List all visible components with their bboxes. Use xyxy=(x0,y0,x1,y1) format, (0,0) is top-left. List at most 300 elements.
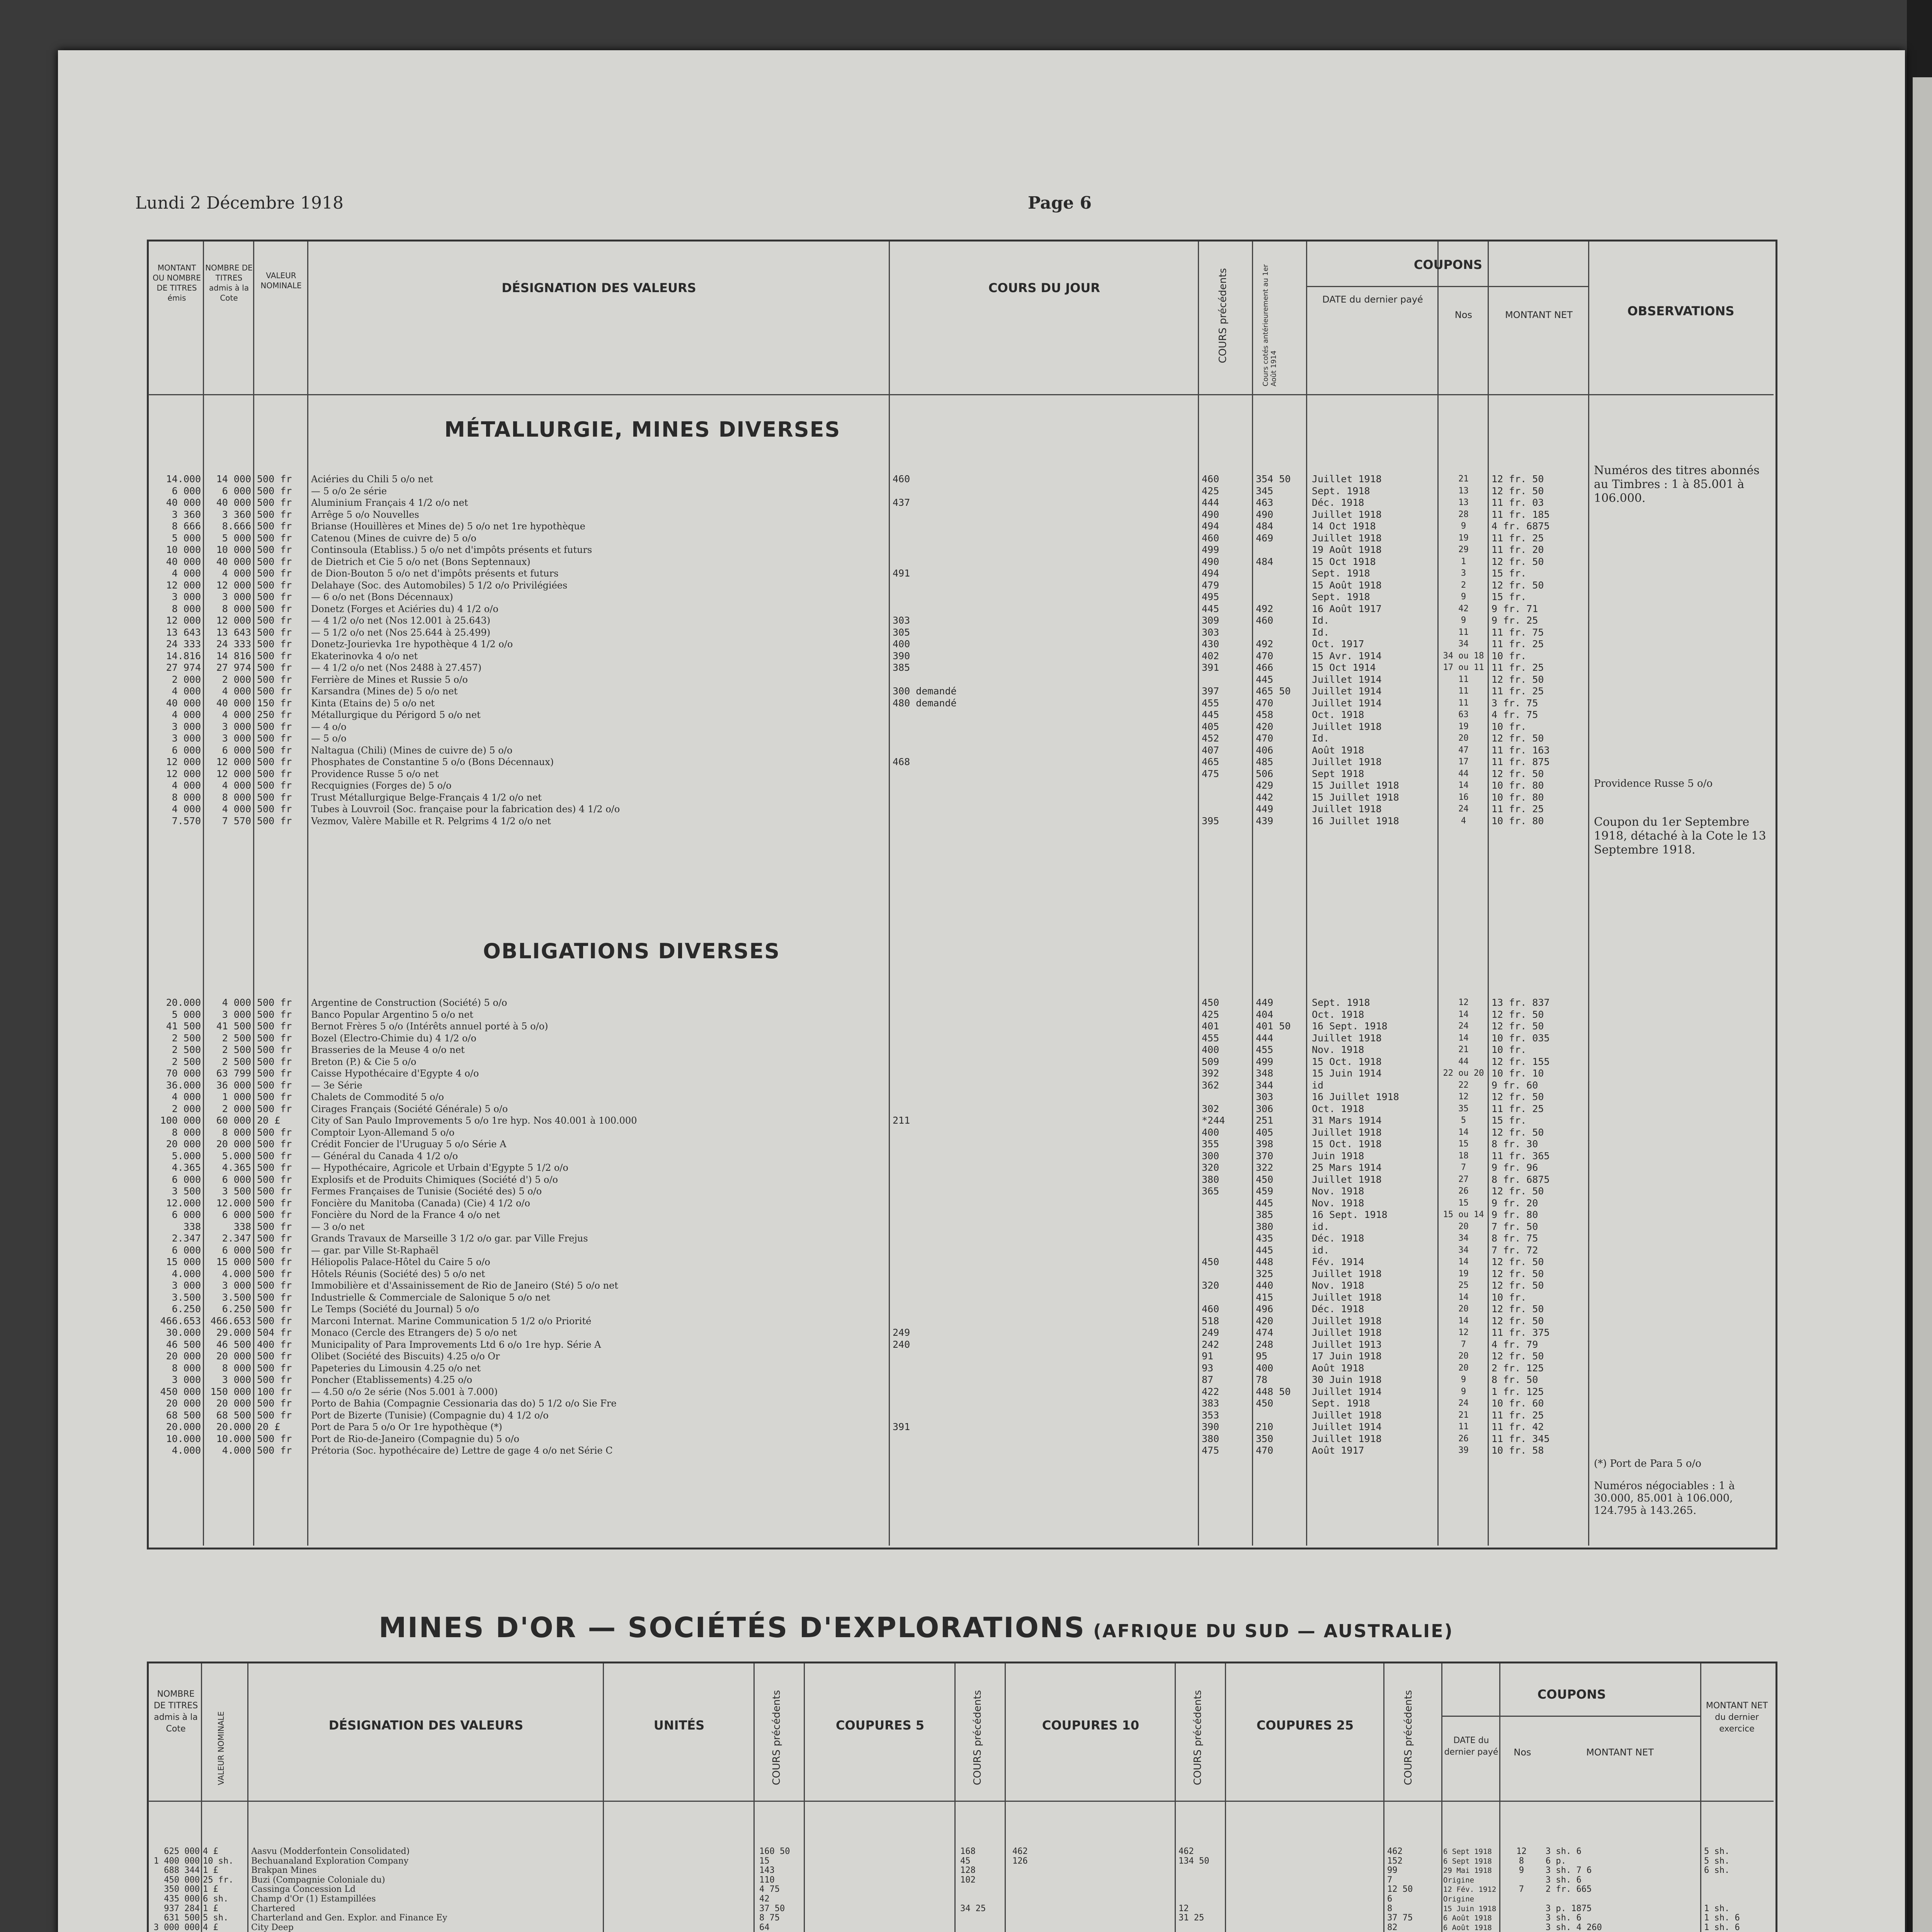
table-cell: 248 xyxy=(1256,1338,1274,1350)
table-cell: 9 xyxy=(1519,1866,1524,1876)
table-cell: Sept. 1918 xyxy=(1312,997,1370,1008)
table-cell: 36 000 xyxy=(216,1079,251,1091)
table-cell: 12 xyxy=(1179,1903,1189,1913)
table-cell: id. xyxy=(1312,1221,1330,1232)
table-cell xyxy=(1202,1245,1250,1257)
table-cell: Bernot Frères 5 o/o (Intérêts annuel porté à 5 o/o) xyxy=(311,1021,548,1032)
table-cell: 4 £ xyxy=(203,1922,218,1932)
table-cell: 465 xyxy=(1202,756,1219,767)
table-cell: 13 643 xyxy=(166,626,201,638)
table-cell: 40 000 xyxy=(166,556,201,567)
table-cell: 509 xyxy=(1202,1056,1219,1067)
t2-nombre-col xyxy=(151,1847,200,1932)
table-cell: Juillet 1918 xyxy=(1312,1291,1382,1303)
table-cell: Juillet 1918 xyxy=(1312,1032,1382,1044)
table-cell: 6.250 xyxy=(172,1303,201,1315)
table-cell: 24 xyxy=(1458,804,1469,814)
table-cell: 2.347 xyxy=(172,1233,201,1244)
table-cell xyxy=(893,485,1194,497)
table-cell: 466.653 xyxy=(160,1315,201,1327)
table-cell: — 4 o/o xyxy=(311,721,347,732)
table-cell: Sept 1918 xyxy=(1312,768,1364,779)
table-cell: Ferrière de Mines et Russie 5 o/o xyxy=(311,674,468,685)
table-cell: 30 Juin 1918 xyxy=(1312,1374,1382,1385)
table-cell: 12 000 xyxy=(166,768,201,779)
table-cell: Grands Travaux de Marseille 3 1/2 o/o gar. par Ville Frejus xyxy=(311,1233,588,1244)
table-cell: 3 xyxy=(1461,568,1466,578)
table-cell xyxy=(893,509,1194,521)
table-cell: 29 Mai 1918 xyxy=(1443,1866,1492,1875)
table-cell: id. xyxy=(1312,1244,1330,1256)
table-cell: 500 fr xyxy=(257,673,292,685)
table-cell: 18 xyxy=(1458,1151,1469,1161)
table-cell: 460 xyxy=(1202,1303,1219,1315)
table-cell: 29.000 xyxy=(216,1327,251,1338)
table-cell: 444 xyxy=(1202,497,1219,508)
table-cell: 500 fr xyxy=(257,1445,292,1456)
table-cell: Municipality of Para Improvements Ltd 6 o/o 1re hyp. Série A xyxy=(311,1339,601,1350)
table-cell xyxy=(1202,1091,1250,1103)
table-cell: 11 fr. 42 xyxy=(1492,1421,1544,1432)
table-cell: Sept. 1918 xyxy=(1312,591,1370,602)
table-cell: 303 xyxy=(893,615,910,626)
table-cell: 8 000 xyxy=(222,1126,251,1138)
table-cell: 14 xyxy=(1458,1257,1469,1267)
table-cell xyxy=(1256,1410,1304,1422)
table-cell: Monaco (Cercle des Etrangers de) 5 o/o net xyxy=(311,1327,517,1338)
table-cell: 385 xyxy=(893,662,910,673)
obs-para-text: Numéros négociables : 1 à 30.000, 85.001 à 106.000, 124.795 à 143.265. xyxy=(1594,1480,1735,1517)
table-cell: 500 fr xyxy=(257,756,292,767)
table-cell: Charterland and Gen. Explor. and Finance Ey xyxy=(251,1913,447,1923)
table-cell: 60 000 xyxy=(216,1115,251,1126)
s2-cotes-col xyxy=(1256,997,1304,1457)
table-cell: 474 xyxy=(1256,1327,1274,1338)
table-cell: City Deep xyxy=(251,1922,294,1932)
table-cell: 2 500 xyxy=(222,1056,251,1067)
t2-col-montant: MONTANT NET xyxy=(1586,1747,1654,1758)
table-cell: 9 fr. 20 xyxy=(1492,1197,1538,1209)
table-cell: 460 xyxy=(1202,532,1219,544)
table-cell: 460 xyxy=(893,473,910,485)
table-cell: 400 fr xyxy=(257,1338,292,1350)
table-cell: 91 xyxy=(1202,1350,1214,1362)
table-cell: 26 xyxy=(1458,1186,1469,1196)
table-cell: 500 fr xyxy=(257,1303,292,1315)
table-cell: 490 xyxy=(1202,556,1219,567)
table-cell: 3 000 xyxy=(222,1009,251,1020)
table-cell: 5.000 xyxy=(172,1150,201,1162)
table-cell: 10 fr. 80 xyxy=(1492,791,1544,803)
table-cell: Providence Russe 5 o/o net xyxy=(311,768,439,779)
table-cell: 11 fr. 25 xyxy=(1492,1103,1544,1114)
table-cell xyxy=(893,1374,1194,1386)
table-cell: 4 000 xyxy=(172,685,201,697)
table-cell: 10 fr. xyxy=(1492,1044,1527,1055)
table-cell: 500 fr xyxy=(257,1233,292,1244)
table-cell: Crédit Foncier de l'Uruguay 5 o/o Série A xyxy=(311,1139,507,1150)
table-cell: 44 xyxy=(1458,769,1469,779)
table-cell: 463 xyxy=(1256,497,1274,508)
table-cell: 20.000 xyxy=(166,997,201,1008)
table-cell: 11 fr. 25 xyxy=(1492,532,1544,544)
table-cell: 344 xyxy=(1256,1079,1274,1091)
table-cell: 406 xyxy=(1256,744,1274,756)
table-cell: 5.000 xyxy=(222,1150,251,1162)
table-cell: — Général du Canada 4 1/2 o/o xyxy=(311,1150,458,1162)
table-cell: 688 344 xyxy=(164,1866,200,1876)
table-cell: Buzi (Compagnie Coloniale du) xyxy=(251,1875,385,1885)
table-cell: 2.347 xyxy=(222,1233,251,1244)
table-cell: 445 xyxy=(1256,673,1274,685)
t2-col-coupons: COUPONS xyxy=(1537,1687,1606,1702)
table-cell: 362 xyxy=(1202,1079,1219,1091)
table-cell: 20 000 xyxy=(216,1398,251,1409)
table-cell: 251 xyxy=(1256,1115,1274,1126)
table-cell: 303 xyxy=(1202,626,1219,638)
table-cell xyxy=(1202,1197,1250,1209)
t2-col-coupures5: COUPURES 5 xyxy=(835,1718,925,1733)
table-cell: 12 fr. 50 xyxy=(1492,1315,1544,1327)
table-cell: 250 fr xyxy=(257,709,292,720)
table-cell: 34 xyxy=(1458,1233,1469,1243)
table-cell: 15 fr. xyxy=(1492,591,1527,602)
table-cell: 37 75 xyxy=(1387,1913,1413,1923)
table-cell: 469 xyxy=(1256,532,1274,544)
table-cell: Fév. 1914 xyxy=(1312,1256,1364,1267)
table-cell: 4.365 xyxy=(172,1162,201,1173)
table-cell: 14 000 xyxy=(216,473,251,485)
table-cell: 506 xyxy=(1256,768,1274,779)
table-cell: 500 fr xyxy=(257,662,292,673)
table-cell xyxy=(1012,1885,1167,1895)
table-cell: 500 fr xyxy=(257,544,292,555)
table-cell: Origine xyxy=(1443,1876,1475,1884)
table-cell: 320 xyxy=(1202,1162,1219,1173)
table-cell: 3 000 xyxy=(172,1280,201,1291)
table-cell: 4 000 xyxy=(222,568,251,579)
table-cell: 9 xyxy=(1461,1375,1466,1384)
table-cell: 500 fr xyxy=(257,1374,292,1385)
table-cell: 3 sh. 7 6 xyxy=(1546,1866,1592,1876)
table-cell: Juin 1918 xyxy=(1312,1150,1364,1162)
table-cell: 405 xyxy=(1256,1126,1274,1138)
table-cell xyxy=(1501,1913,1542,1923)
table-cell: 22 xyxy=(1458,1080,1469,1090)
table-cell: 322 xyxy=(1256,1162,1274,1173)
table-cell: 450 xyxy=(1256,1173,1274,1185)
table-cell: Nov. 1918 xyxy=(1312,1185,1364,1197)
table-cell: 470 xyxy=(1256,697,1274,709)
table-cell: 6 Août 1918 xyxy=(1443,1914,1492,1923)
table-cell: 500 fr xyxy=(257,1020,292,1032)
table-cell: 439 xyxy=(1256,815,1274,827)
table-cell: 20.000 xyxy=(216,1421,251,1432)
mines-dor-subtitle: (AFRIQUE DU SUD — AUSTRALIE) xyxy=(1093,1621,1454,1641)
t2-col-coupures25: COUPURES 25 xyxy=(1256,1718,1354,1733)
table-cell: 490 xyxy=(1202,509,1219,520)
table-cell: 12 fr. 50 xyxy=(1492,1303,1544,1315)
table-cell xyxy=(1256,627,1304,639)
table-cell xyxy=(893,1386,1194,1398)
table-cell: 348 xyxy=(1256,1068,1274,1079)
table-cell: Comptoir Lyon-Allemand 5 o/o xyxy=(311,1127,455,1138)
table-cell: 40 000 xyxy=(216,497,251,508)
table-cell xyxy=(893,1445,1194,1457)
table-cell: Aasvu (Modderfontein Consolidated) xyxy=(251,1847,410,1856)
table-cell: 102 xyxy=(960,1875,976,1885)
s2-date-col xyxy=(1312,997,1435,1457)
table-cell: 11 fr. 375 xyxy=(1492,1327,1550,1338)
table-cell: 19 xyxy=(1458,1269,1469,1279)
table-cell: 12 fr. 50 xyxy=(1492,579,1544,591)
table-cell: 2 000 xyxy=(172,673,201,685)
col-date: DATE du dernier payé xyxy=(1322,294,1423,305)
table-cell: 490 xyxy=(1256,509,1274,520)
table-cell: 28 xyxy=(1458,509,1469,519)
table-cell: 63 799 xyxy=(216,1068,251,1079)
table-cell: 350 000 xyxy=(164,1884,200,1895)
table-cell: 11 fr. 875 xyxy=(1492,756,1550,767)
table-cell: 407 xyxy=(1202,744,1219,756)
table-cell: 380 xyxy=(1202,1173,1219,1185)
table-cell: Donetz-Jourievka 1re hypothèque 4 1/2 o/o xyxy=(311,639,513,650)
table-cell: 26 xyxy=(1458,1434,1469,1444)
table-cell: Foncière du Nord de la France 4 o/o net xyxy=(311,1209,500,1220)
table-cell: 302 xyxy=(1202,1103,1219,1114)
table-cell: 11 xyxy=(1458,674,1469,684)
table-cell: 134 50 xyxy=(1179,1856,1209,1866)
table-cell: — 4.50 o/o 2e série (Nos 5.001 à 7.000) xyxy=(311,1386,498,1397)
table-cell: 9 fr. 80 xyxy=(1492,1209,1538,1220)
table-cell: 500 fr xyxy=(257,1079,292,1091)
table-cell: 3 000 xyxy=(222,1280,251,1291)
table-cell: 4 000 xyxy=(222,685,251,697)
table-cell: 4 000 xyxy=(222,780,251,791)
table-cell: Argentine de Construction (Société) 5 o/o xyxy=(311,997,507,1008)
table-cell: 17 ou 11 xyxy=(1443,663,1484,672)
table-cell: 11 fr. 75 xyxy=(1492,626,1544,638)
table-cell: Juillet 1914 xyxy=(1312,697,1382,709)
table-cell: Ekaterinovka 4 o/o net xyxy=(311,650,418,662)
table-cell: Juillet 1918 xyxy=(1312,1268,1382,1279)
table-cell: 14 xyxy=(1458,1009,1469,1019)
table-cell: 210 xyxy=(1256,1421,1274,1432)
table-cell: Oct. 1918 xyxy=(1312,1103,1364,1114)
table-cell: 500 fr xyxy=(257,556,292,567)
col-nombre: NOMBRE DE TITRES admis à la Cote xyxy=(205,263,253,303)
table-cell: 500 fr xyxy=(257,1138,292,1150)
table-cell: 12 fr. 50 xyxy=(1492,1280,1544,1291)
table-cell: 11 fr. 25 xyxy=(1492,803,1544,815)
col-cours-jour: COURS DU JOUR xyxy=(988,281,1100,295)
table-cell xyxy=(893,591,1194,603)
t2-col-nombre: NOMBRE DE TITRES admis à la Cote xyxy=(153,1689,198,1734)
table-cell: 631 500 xyxy=(164,1913,200,1923)
table-cell: 20.000 xyxy=(166,1421,201,1432)
table-cell: 7 xyxy=(1461,1339,1466,1349)
table-cell: Sept. 1918 xyxy=(1312,1398,1370,1409)
table-cell: Juillet 1914 xyxy=(1312,685,1382,697)
table-cell: 19 xyxy=(1458,533,1469,543)
table-cell: 2 000 xyxy=(222,1103,251,1114)
table-cell: 4 000 xyxy=(222,997,251,1008)
table-cell: 500 fr xyxy=(257,1009,292,1020)
table-cell xyxy=(893,1221,1194,1233)
table-cell: 25 xyxy=(1458,1281,1469,1290)
table-cell: 500 fr xyxy=(257,1315,292,1327)
table-cell: 4.000 xyxy=(172,1268,201,1279)
table-cell: 492 xyxy=(1256,638,1274,650)
table-cell xyxy=(960,1923,1003,1932)
table-cell: 303 xyxy=(1256,1091,1274,1102)
table-cell: Poncher (Etablissements) 4.25 o/o xyxy=(311,1374,473,1385)
table-cell: — 6 o/o net (Bons Décennaux) xyxy=(311,592,453,602)
table-cell xyxy=(893,1020,1194,1032)
table-cell xyxy=(893,815,1194,827)
table-cell: 500 fr xyxy=(257,1044,292,1055)
table-cell: Juillet 1918 xyxy=(1312,1315,1382,1327)
table-cell xyxy=(893,1197,1194,1209)
table-cell: 100 000 xyxy=(160,1115,201,1126)
table-cell: 500 fr xyxy=(257,497,292,508)
table-cell xyxy=(893,1056,1194,1068)
table-cell: 4 fr. 79 xyxy=(1492,1338,1538,1350)
table-cell xyxy=(893,1256,1194,1268)
table-cell: 34 25 xyxy=(960,1903,986,1913)
table-cell: Origine xyxy=(1443,1895,1475,1903)
s2-cours-col xyxy=(893,997,1194,1457)
table-cell: 20 000 xyxy=(166,1138,201,1150)
table-cell: Aluminium Français 4 1/2 o/o net xyxy=(311,497,468,508)
table-cell: 110 xyxy=(759,1875,775,1885)
table-cell: 392 xyxy=(1202,1068,1219,1079)
table-cell: 460 xyxy=(1202,473,1219,485)
table-cell xyxy=(893,603,1194,615)
table-cell: 8 000 xyxy=(172,1126,201,1138)
table-cell: 21 xyxy=(1458,474,1469,484)
table-cell: 7 570 xyxy=(222,815,251,827)
table-cell: 100 fr xyxy=(257,1386,292,1397)
table-cell: 9 xyxy=(1461,1386,1466,1396)
table-cell xyxy=(1202,803,1250,815)
table-cell: 6.250 xyxy=(222,1303,251,1315)
t2-no-col xyxy=(1501,1847,1542,1932)
table-cell: 168 xyxy=(960,1847,976,1856)
table-cell: 500 fr xyxy=(257,1162,292,1173)
table-cell: 3 000 xyxy=(172,591,201,602)
table-cell: 46 500 xyxy=(216,1338,251,1350)
table-cell: 68 500 xyxy=(166,1409,201,1421)
table-cell: 24 333 xyxy=(166,638,201,650)
table-cell xyxy=(893,709,1194,721)
table-cell xyxy=(1012,1923,1167,1932)
table-cell: Id. xyxy=(1312,615,1330,626)
table-cell: 99 xyxy=(1387,1866,1398,1876)
table-cell: Juillet 1918 xyxy=(1312,721,1382,732)
t2-col-prec1: COURS précédents xyxy=(771,1690,782,1785)
table-cell: 10 fr. 60 xyxy=(1492,1398,1544,1409)
table-cell: 3 p. 1875 xyxy=(1546,1903,1592,1913)
table-cell: 9 fr. 96 xyxy=(1492,1162,1538,1173)
table-cell: 3 000 xyxy=(222,733,251,744)
s2-names-col xyxy=(311,997,887,1457)
table-cell: 500 fr xyxy=(257,768,292,779)
table-cell xyxy=(893,1138,1194,1150)
table-cell: 47 xyxy=(1458,745,1469,755)
table-cell: 484 xyxy=(1256,556,1274,567)
table-cell: 9 xyxy=(1461,592,1466,602)
table-cell: 8 fr. 50 xyxy=(1492,1374,1538,1385)
table-cell: 6 p. xyxy=(1546,1856,1566,1866)
t2-nominal-col xyxy=(203,1847,246,1932)
table-cell: 12 fr. 50 xyxy=(1492,1256,1544,1267)
table-cell: 19 xyxy=(1458,721,1469,731)
table-cell: 45 xyxy=(960,1856,971,1866)
table-cell: Métallurgique du Périgord 5 o/o net xyxy=(311,709,481,720)
table-cell: Naltagua (Chili) (Mines de cuivre de) 5 o/o xyxy=(311,745,513,756)
table-cell: Juillet 1918 xyxy=(1312,756,1382,767)
table-cell: 350 xyxy=(1256,1433,1274,1444)
t2-dernier-col xyxy=(1704,1847,1772,1932)
table-cell: 11 fr. 185 xyxy=(1492,509,1550,520)
table-cell: 15 xyxy=(759,1856,770,1866)
table-cell: 10.000 xyxy=(216,1433,251,1444)
table-cell: 499 xyxy=(1256,1056,1274,1067)
table-cell: 9 fr. 25 xyxy=(1492,615,1538,626)
table-cell: 500 fr xyxy=(257,733,292,744)
table-cell: 2 fr. 665 xyxy=(1546,1884,1592,1895)
table-cell: 4 000 xyxy=(222,709,251,720)
table-cell: 20 000 xyxy=(166,1398,201,1409)
s2-prec-col xyxy=(1202,997,1250,1457)
table-cell xyxy=(1202,1268,1250,1280)
table-cell: Karsandra (Mines de) 5 o/o net xyxy=(311,686,458,697)
table-cell: 25 Mars 1914 xyxy=(1312,1162,1382,1173)
table-cell: 42 xyxy=(759,1894,770,1904)
table-cell: 12 000 xyxy=(216,768,251,779)
table-cell: 12 000 xyxy=(166,756,201,767)
table-cell: 429 xyxy=(1256,780,1274,791)
table-cell: Port de Para 5 o/o Or 1re hypothèque (*) xyxy=(311,1422,502,1432)
table-cell: 22 ou 20 xyxy=(1443,1068,1484,1078)
table-cell: 29 xyxy=(1458,545,1469,554)
table-cell: 211 xyxy=(893,1115,910,1126)
table-cell: 12 fr. 50 xyxy=(1492,485,1544,497)
table-cell: 500 fr xyxy=(257,509,292,520)
table-cell: 500 fr xyxy=(257,1056,292,1067)
table-cell xyxy=(893,1150,1194,1162)
table-cell xyxy=(960,1895,1003,1904)
table-cell: Aciéries du Chili 5 o/o net xyxy=(311,474,433,485)
col-cours-cotes: Cours cotés antérieurement au 1er Août 1914 xyxy=(1262,264,1278,386)
table-cell: 7 fr. 50 xyxy=(1492,1221,1538,1232)
table-cell: Foncière du Manitoba (Canada) (Cie) 4 1/2 o/o xyxy=(311,1197,530,1209)
table-cell: 19 Août 1918 xyxy=(1312,544,1382,555)
table-cell: 10 000 xyxy=(166,544,201,555)
table-cell: 10 fr. 80 xyxy=(1492,815,1544,827)
table-cell: Id. xyxy=(1312,626,1330,638)
table-cell xyxy=(1202,1221,1250,1233)
table-cell: 475 xyxy=(1202,768,1219,779)
table-cell: Nov. 1918 xyxy=(1312,1197,1364,1209)
table-cell xyxy=(1202,1233,1250,1245)
table-cell: Juillet 1918 xyxy=(1312,1126,1382,1138)
table-cell: 34 ou 18 xyxy=(1443,651,1484,661)
table-cell: 6 000 xyxy=(172,485,201,497)
t2-c10-col xyxy=(1012,1847,1167,1932)
table-cell: 8 000 xyxy=(222,603,251,614)
